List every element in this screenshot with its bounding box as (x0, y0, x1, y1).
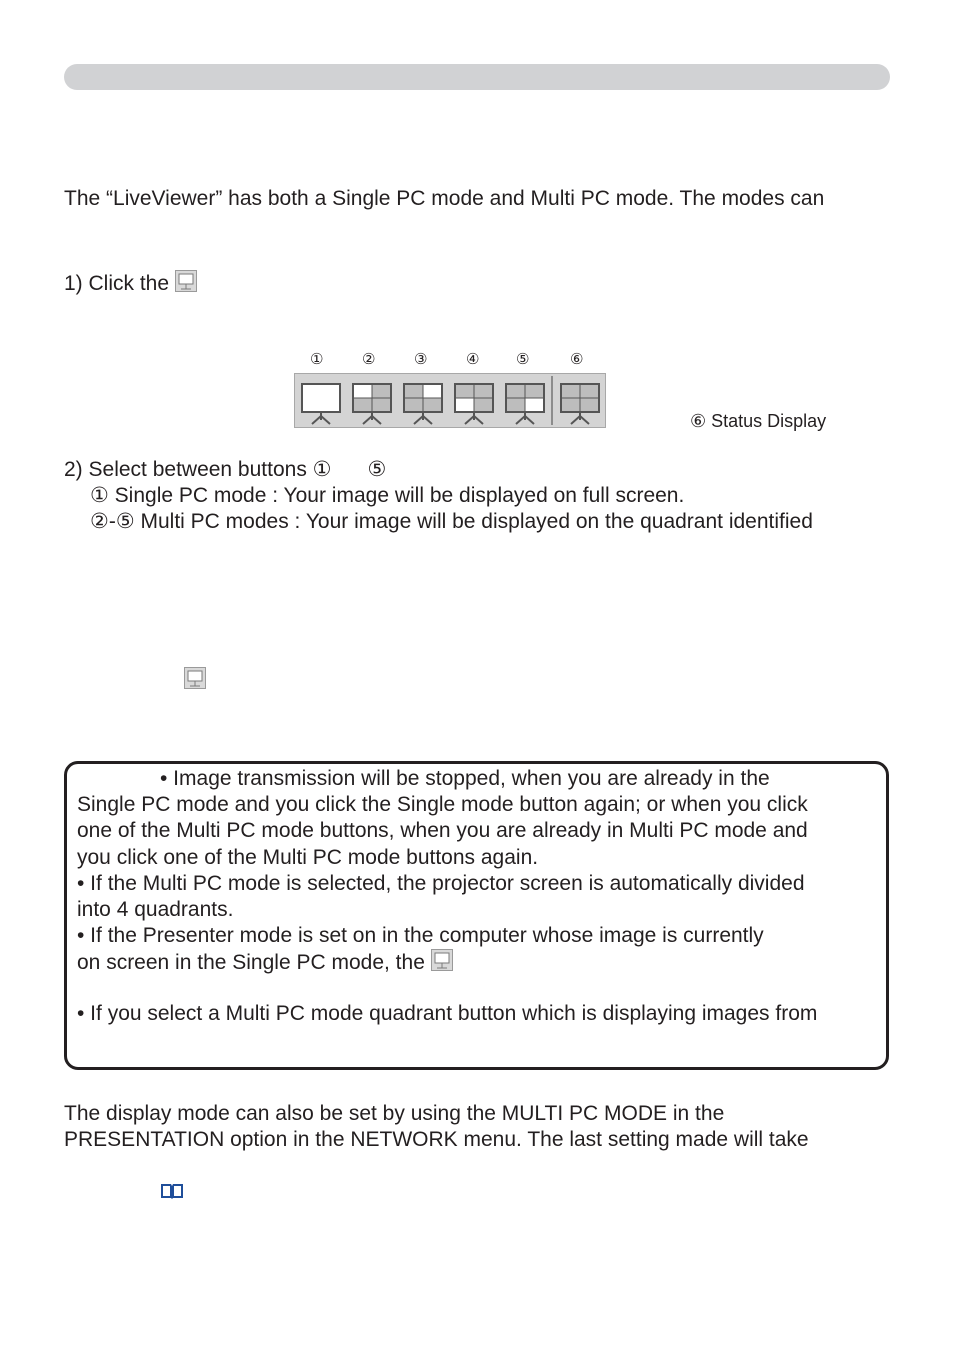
quadrant-1-icon (349, 380, 395, 426)
single-pc-button[interactable] (298, 380, 344, 426)
toolbar-number-1: ① (310, 350, 324, 368)
book-icon[interactable] (160, 1182, 184, 1205)
single-screen-icon (298, 380, 344, 426)
single-pc-description: ① Single PC mode : Your image will be displayed on full screen. (90, 484, 685, 507)
display-mode-icon-3 (431, 949, 453, 978)
toolbar-number-4: ④ (466, 350, 480, 368)
note-line-9: • If you select a Multi PC mode quadrant button which is displaying images from (77, 1002, 818, 1025)
note-line-3: one of the Multi PC mode buttons, when you are already in Multi PC mode and (77, 819, 808, 842)
note-line-8 (77, 949, 453, 978)
toolbar-separator (551, 376, 553, 425)
status-display (557, 380, 603, 426)
step2-line (64, 457, 386, 483)
step2-text-end: ⑤ (367, 458, 387, 481)
status-display-icon (557, 380, 603, 426)
display-mode-icon-2[interactable] (184, 667, 206, 694)
quadrant-2-icon (400, 380, 446, 426)
note-line-1: • Image transmission will be stopped, when you are already in the (160, 767, 770, 790)
liveviewer-mode-toolbar (294, 373, 606, 428)
quadrant-4-icon (502, 380, 548, 426)
note-line-2: Single PC mode and you click the Single mode button again; or when you click (77, 793, 808, 816)
note-line-7: • If the Presenter mode is set on in the computer whose image is currently (77, 924, 764, 947)
note-line-8-text: on screen in the Single PC mode, the (77, 951, 425, 975)
toolbar-number-6: ⑥ (570, 350, 584, 368)
step2-text: 2) Select between buttons ① (64, 458, 332, 481)
step1-line (64, 270, 197, 299)
step1-text: 1) Click the (64, 272, 170, 296)
section-header-bar (64, 64, 890, 90)
intro-text: The “LiveViewer” has both a Single PC mode and Multi PC mode. The modes can (64, 187, 825, 210)
toolbar-number-3: ③ (414, 350, 428, 368)
status-display-label: ⑥ Status Display (690, 411, 827, 431)
footer-line-1: The display mode can also be set by using the MULTI PC MODE in the (64, 1102, 725, 1125)
display-mode-icon[interactable] (175, 270, 197, 299)
toolbar-number-5: ⑤ (516, 350, 530, 368)
note-line-5: • If the Multi PC mode is selected, the projector screen is automatically divided (77, 872, 805, 895)
footer-line-2: PRESENTATION option in the NETWORK menu. The last setting made will take (64, 1128, 809, 1151)
toolbar-number-2: ② (362, 350, 376, 368)
note-line-6: into 4 quadrants. (77, 898, 234, 921)
multi-pc-button-2[interactable] (400, 380, 446, 426)
quadrant-3-icon (451, 380, 497, 426)
note-line-4: you click one of the Multi PC mode buttons again. (77, 846, 539, 869)
multi-pc-button-3[interactable] (451, 380, 497, 426)
multi-pc-button-1[interactable] (349, 380, 395, 426)
multi-pc-button-4[interactable] (502, 380, 548, 426)
multi-pc-description: ②-⑤ Multi PC modes : Your image will be displayed on the quadrant identified (90, 510, 813, 533)
